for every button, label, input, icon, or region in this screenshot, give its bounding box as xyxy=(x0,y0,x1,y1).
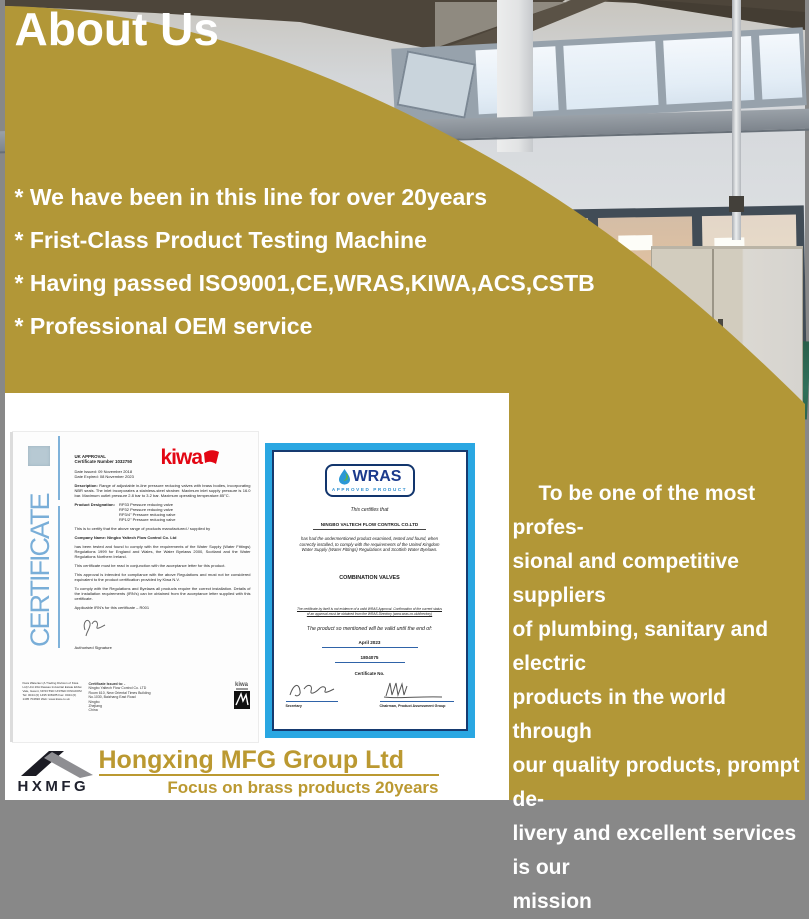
date-expired: Date Expired: 08 November 2023 xyxy=(74,473,134,479)
authorised-signature-mark xyxy=(79,616,109,638)
certificate-vertical-label: CERTIFICATE xyxy=(24,494,55,647)
valid-until-date: April 2023 xyxy=(322,640,418,648)
description-paragraph: Description: Range of adjustable in-line pressure reducing valves with brass bodies, incorporating NBR seals. The inlet incorporates a stainless-steel strainer. Maximum inlet supply pressure is 16.0 bar. Maximum outlet pressure 2.8 bar to 3.2 bar. Maximum operating temperature 85°C. xyxy=(74,482,251,498)
kiwa-small-logo: kiwa xyxy=(234,682,248,688)
mission-line: of plumbing, sanitary and electric xyxy=(512,618,769,675)
kiwa-logo-text: kiwa xyxy=(160,446,203,469)
company-tagline: Focus on brass products 20years xyxy=(167,778,439,797)
kiwa-accreditation-stamp-icon xyxy=(233,688,251,712)
signature-label: Authorised Signature xyxy=(74,644,112,650)
certificate-number: Certificate Number 1032750 xyxy=(74,459,133,465)
issuer-address: Kiwa Watertec (A Trading Division of Kiwa Ltd) Unit 26A Rassau Industrial Estate Ebbw Vale, Gwent, NP23 5SD UNITED KINGDOM Tel: 0044 (0) 1495 308185 Fax: 0044 (0) 1495 704690 Web: www.kiwa.co.uk xyxy=(22,681,82,701)
bullet-item: * Frist-Class Product Testing Machine xyxy=(14,227,427,253)
mission-line: products in the world through xyxy=(512,686,726,743)
mission-statement xyxy=(513,477,809,919)
mission-line: our quality products, prompt de- xyxy=(512,754,800,811)
mission-line: livery and excellent services is our xyxy=(512,822,797,879)
mission-line: To be one of the most profes- xyxy=(512,482,756,539)
wras-logo xyxy=(325,464,415,497)
valid-until-line: The product so mentioned will be valid until the end of: xyxy=(306,625,433,632)
mission-line: sional and competitive suppliers xyxy=(512,550,739,607)
kiwa-footer xyxy=(23,682,251,717)
designation-item: RP33 Pressure reducing valve xyxy=(118,501,173,507)
company-line: Company Name: Ningbo Yaltech Flow Control Co. Ltd xyxy=(74,534,177,540)
certification-paragraph: has had the undermentioned product examined, tested and found, when correctly installed, to comply with the requirements of the United Kingdom Water Supply (Water Fittings) Regulations and Scottish Water Byelaws. xyxy=(299,536,440,553)
water-drop-icon xyxy=(338,469,351,485)
designation-item: RP3/4" Pressure reducing valve xyxy=(118,511,176,517)
install-paragraph: To comply with the Regulations and Byelaws all products require the correct installation. Details of the installation requirements (IRN's) can be obtained from the acceptance letter supplied with this certificate. xyxy=(74,585,251,601)
comply-paragraph: has been tested and found to comply with the requirements of the Water Supply (Water Fittings) Regulations 1999 for England and Wales, the Water Byelaws 2000, Scotland and the Water Regulations Northern Ireland. xyxy=(74,543,251,559)
designation-item: RP32 Pressure reducing valve xyxy=(118,506,173,512)
wras-logo-text: WRAS xyxy=(352,468,402,485)
chairman-signature-block: Chairman, Product Assessment Group xyxy=(380,680,454,708)
irn-line: Applicable IRN's for this certificate – R001 xyxy=(74,604,150,610)
designation-item: RP1/2" Pressure reducing valve xyxy=(118,516,176,522)
mission-line: mission xyxy=(512,890,592,913)
chairman-signature-mark xyxy=(380,680,454,700)
secretary-signature-block: Secretary xyxy=(286,680,338,708)
about-us-page xyxy=(5,0,805,913)
kiwa-certificate xyxy=(13,432,258,742)
kiwa-certificate-body xyxy=(75,454,251,654)
certificate-number-label: Certificate No. xyxy=(354,670,385,676)
approved-product-label: APPROVED PRODUCT xyxy=(331,487,408,492)
bullet-item: * Professional OEM service xyxy=(14,313,313,339)
wras-certificate xyxy=(265,443,475,738)
divider-line xyxy=(58,506,60,648)
logo-text: HXMFG xyxy=(17,778,90,795)
bullet-list xyxy=(15,176,595,348)
bullet-item: * We have been in this line for over 20years xyxy=(14,184,488,210)
page-title: About Us xyxy=(14,3,219,55)
divider-line xyxy=(58,436,60,500)
issued-to-block: Certificate Issued to: - Ningbo Yaltech Flow Control Co. LTD Room 610, New Oriental Times Building No.1030, Baizhang East Road Ningbo Zhejiang China xyxy=(88,682,151,713)
product-designation: Product Designation: RP33 Pressure reducing valve RP32 Pressure reducing valve RP3/4" Pressure reducing valve RP1/2" Pressure reducing valve xyxy=(74,501,176,522)
approval-paragraph: This approval is intended for compliance with the above Regulations and must not be considered equivalent to the product certification provided by Kiwa N.V. xyxy=(74,571,251,582)
company-name: Hongxing MFG Group Ltd xyxy=(98,746,404,774)
certifies-line: This certifies that xyxy=(350,507,389,513)
date-issued: Date Issued: 09 November 2018 xyxy=(74,468,133,474)
approval-heading: UK APPROVAL xyxy=(74,454,106,459)
certify-line: This is to certify that the above range of products manufactured / supplied by xyxy=(74,525,211,531)
disclaimer-paragraph: The certificate by itself is not evidence of a valid WRAS Approval. Confirmation of the current status of an approval must be obtained from the WRAS Directory (www.wras.co.uk/directory) xyxy=(296,606,442,616)
brand-divider-line xyxy=(99,774,439,776)
secretary-signature-mark xyxy=(286,680,338,700)
embossed-stamp-icon xyxy=(28,446,50,466)
bullet-item: * Having passed ISO9001,CE,WRAS,KIWA,ACS,CSTB xyxy=(14,270,595,296)
certificate-number: 1804075 xyxy=(335,655,405,663)
read-paragraph: This certificate must be read in conjunction with the acceptance letter for this product. xyxy=(74,562,226,568)
product-name: COMBINATION VALVES xyxy=(339,574,400,581)
roof-logo-icon xyxy=(19,746,95,778)
certified-company: NINGBO VALTECH FLOW CONTROL CO.LTD xyxy=(313,522,426,530)
